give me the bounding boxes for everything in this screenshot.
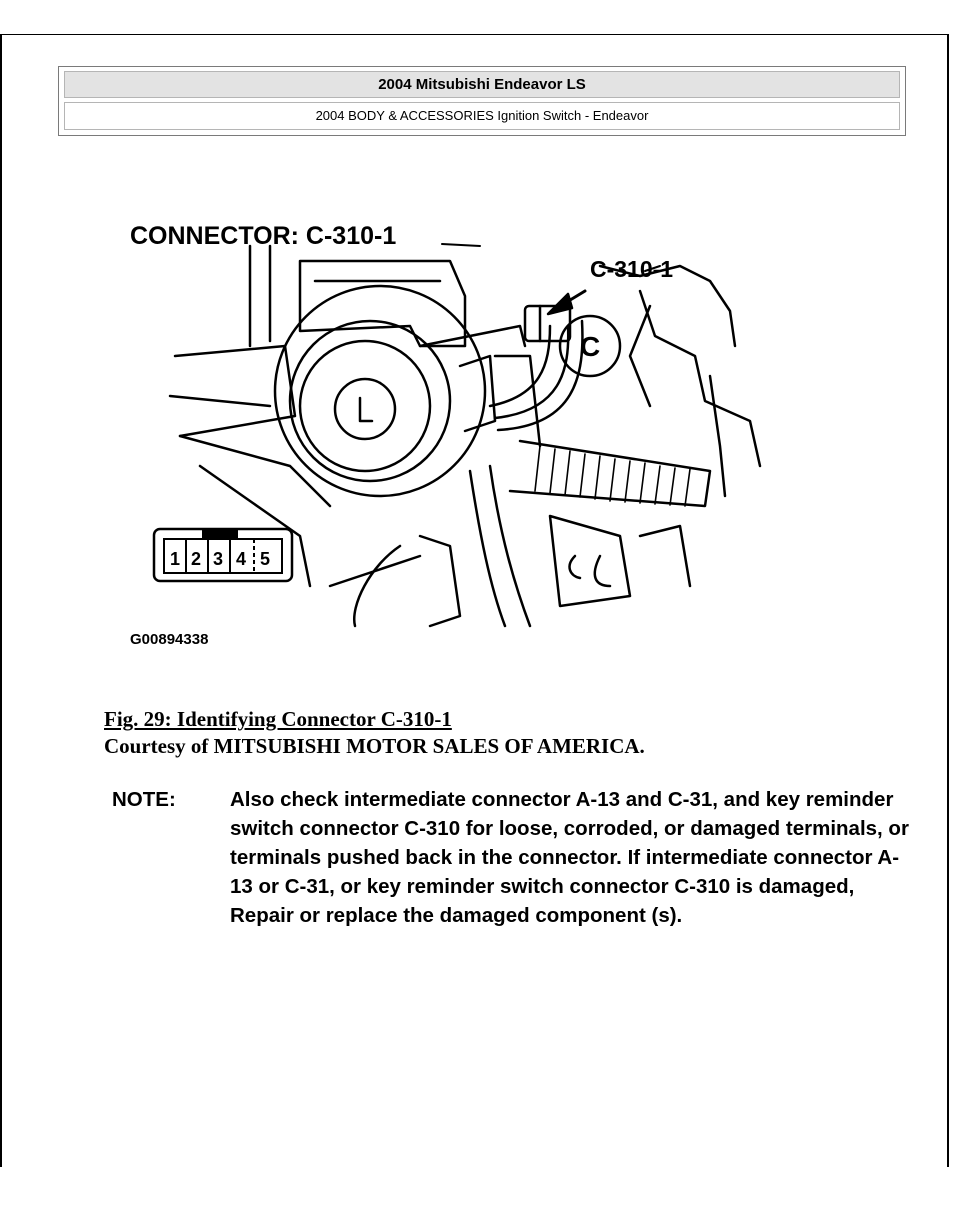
vehicle-title: 2004 Mitsubishi Endeavor LS bbox=[64, 71, 900, 98]
connector-illustration bbox=[120, 206, 770, 656]
pin-3-label: 3 bbox=[213, 549, 224, 569]
pin-5-label: 5 bbox=[260, 549, 271, 569]
pin-4-label: 4 bbox=[236, 549, 247, 569]
pin-1-label: 1 bbox=[170, 549, 181, 569]
figure-courtesy: Courtesy of MITSUBISHI MOTOR SALES OF AMERICA. bbox=[104, 734, 645, 758]
connector-diagram bbox=[120, 206, 770, 656]
callout-label: C-310-1 bbox=[590, 256, 674, 282]
page-frame-top bbox=[0, 34, 949, 35]
page-frame-right bbox=[947, 34, 949, 1167]
connector-face-inset bbox=[154, 529, 292, 581]
document-header bbox=[58, 66, 906, 136]
section-title: 2004 BODY & ACCESSORIES Ignition Switch - Endeavor bbox=[64, 102, 900, 130]
figure-caption bbox=[104, 706, 924, 760]
image-code-label: G00894338 bbox=[130, 631, 209, 648]
figure-title: Fig. 29: Identifying Connector C-310-1 bbox=[104, 707, 452, 731]
note-label: NOTE: bbox=[112, 788, 176, 811]
pin-2-label: 2 bbox=[191, 549, 202, 569]
page-frame-left bbox=[0, 34, 2, 1167]
note-text: Also check intermediate connector A-13 and C-31, and key reminder switch connector C-310 for loose, corroded, or damaged terminals, or terminals pushed back in the connector. If intermediate connector A-13 or C-31, or key reminder switch connector C-310 is damaged, Repair or replace the damaged component (s). bbox=[230, 788, 909, 927]
c-mark-label: C bbox=[580, 331, 601, 362]
connector-title-label: CONNECTOR: C-310-1 bbox=[130, 222, 397, 250]
